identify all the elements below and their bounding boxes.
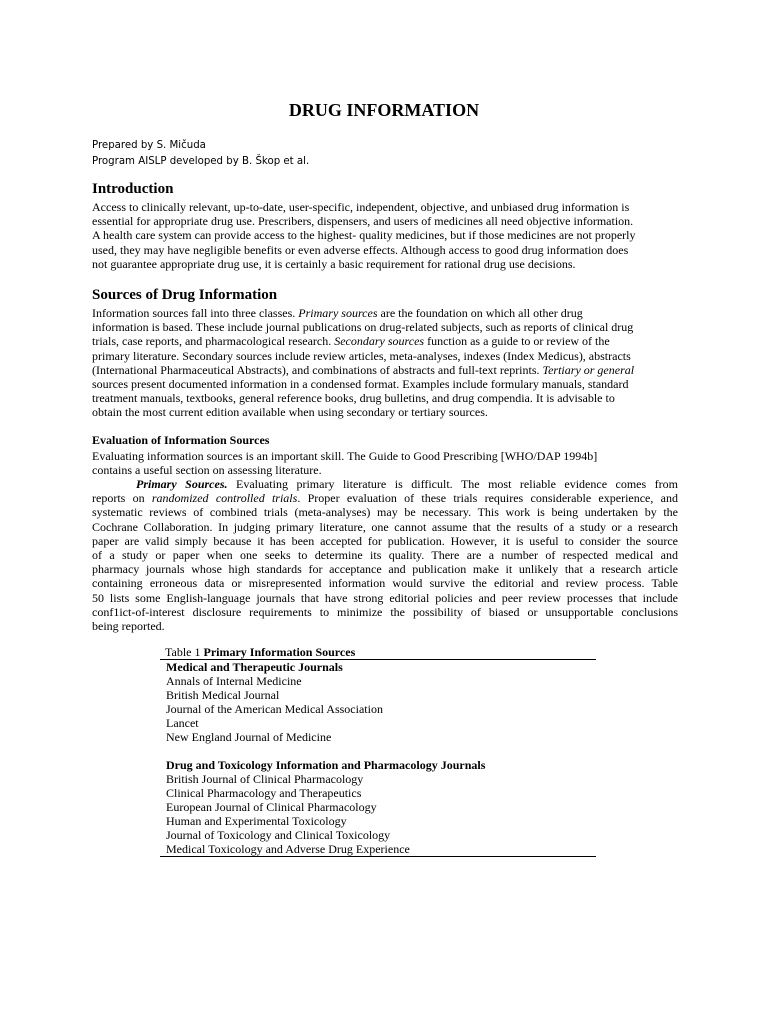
text-line: not guarantee appropriate drug use, it is certainly a basic requirement for rational drug use decisions.	[92, 256, 576, 271]
text-line: 50 lists some English-language journals that have strong editorial policies and peer review processes that include	[92, 590, 678, 605]
table-row: Journal of the American Medical Association	[166, 702, 383, 716]
tertiary-sources-term: Tertiary or general	[542, 362, 635, 377]
text-line: sources present documented information in a condensed format. Examples include formulary manuals, standard	[92, 377, 629, 392]
text-line: Information sources fall into three classes. Primary sources are the foundation on which all other drug	[92, 306, 583, 320]
text-line: containing erroneous data or misrepresented information would survive the editorial and review process. Table	[92, 576, 678, 591]
text-line: Access to clinically relevant, up-to-date, user-specific, independent, objective, and unbiased drug information is	[92, 200, 630, 214]
text-line: (International Pharmaceutical Abstracts), and combinations of abstracts and full-text reprints. Tertiary or general	[92, 362, 635, 377]
text-line: contains a useful section on assessing literature.	[92, 463, 322, 478]
table-row: Annals of Internal Medicine	[166, 674, 302, 688]
table-row: European Journal of Clinical Pharmacology	[166, 800, 377, 814]
sources-paragraph	[92, 306, 678, 420]
evaluation-paragraph-1	[92, 449, 678, 477]
table-row: British Journal of Clinical Pharmacology	[166, 772, 364, 786]
table-row: New England Journal of Medicine	[166, 730, 332, 744]
introduction-paragraph	[92, 200, 678, 271]
primary-sources-table	[160, 645, 596, 857]
text-line: Cochrane Collaboration. In judging primary literature, one cannot assume that the results of a study or a research	[92, 519, 678, 534]
evaluation-heading: Evaluation of Information Sources	[92, 433, 270, 447]
text-line: A health care system can provide access to the highest- quality medicines, but if those medicines are not properly	[92, 228, 636, 243]
text-line: being reported.	[92, 619, 165, 634]
introduction-heading: Introduction	[92, 181, 174, 197]
text-line: primary literature. Secondary sources include review articles, meta-analyses, indexes (Index Medicus), abstracts	[92, 348, 631, 363]
text-line: Evaluating information sources is an important skill. The Guide to Good Prescribing [WHO/DAP 1994b]	[92, 449, 598, 463]
text-line: conf1ict-of-interest disclosure requirements to minimize the possibility of biased or unsupportable conclusions	[92, 604, 678, 619]
text-line: used, they may have negligible benefits or even adverse effects. Although access to good drug information does	[92, 242, 629, 257]
table-group-drug-toxicology	[160, 758, 596, 856]
table-caption: Table 1 Primary Information Sources	[165, 645, 356, 659]
text-line: trials, case reports, and pharmacological research. Secondary sources function as a guide to or review of the	[92, 334, 610, 349]
text-line: Primary Sources. Evaluating primary literature is difficult. The most reliable evidence comes from	[136, 477, 678, 491]
table-group-heading: Drug and Toxicology Information and Pharmacology Journals	[166, 758, 486, 772]
primary-sources-term: Primary sources	[298, 306, 378, 320]
prepared-by: Prepared by S. Mičuda	[92, 140, 206, 151]
program-credit: Program AISLP developed by B. Škop et al.	[92, 156, 310, 167]
table-row: Lancet	[166, 716, 199, 730]
table-row: Human and Experimental Toxicology	[166, 814, 347, 828]
text-line: paper are valid simply because it has been accepted for publication. However, it is useful to consider the source	[92, 533, 678, 548]
text-line: pharmacy journals whose high standards for acceptance and publication make it unlikely that a research article	[92, 562, 678, 577]
table-row: Clinical Pharmacology and Therapeutics	[166, 786, 362, 800]
rct-term: randomized controlled trials	[151, 491, 298, 506]
evaluation-paragraph-2	[92, 477, 678, 633]
text-line: treatment manuals, textbooks, general reference books, drug bulletins, and drug compendia. It is advisable to	[92, 391, 615, 406]
table-spacer	[160, 744, 596, 758]
text-line: essential for appropriate drug use. Prescribers, dispensers, and users of medicines all need objective information.	[92, 214, 634, 229]
primary-sources-lead: Primary Sources.	[136, 477, 228, 491]
sources-heading: Sources of Drug Information	[92, 287, 278, 303]
table-row: Journal of Toxicology and Clinical Toxicology	[166, 828, 391, 842]
text-line: systematic reviews of combined trials (meta-analyses) may be necessary. This work is being undertaken by the	[92, 505, 678, 520]
text-line: of a study or paper when one seeks to determine its quality. There are a number of respected medical and	[92, 548, 678, 563]
table-row: Medical Toxicology and Adverse Drug Experience	[166, 842, 410, 856]
table-group-medical	[160, 660, 596, 744]
text-line: information is based. These include journal publications on drug-related subjects, such as reports of clinical drug	[92, 320, 634, 335]
table-group-heading: Medical and Therapeutic Journals	[166, 660, 343, 674]
table-bottom-rule	[160, 856, 596, 857]
table-row: British Medical Journal	[166, 688, 280, 702]
secondary-sources-term: Secondary sources	[334, 334, 425, 349]
text-line: obtain the most current edition available when using secondary or tertiary sources.	[92, 405, 488, 420]
text-line: reports on randomized controlled trials. Proper evaluation of these trials requires considerable experience, and	[92, 491, 678, 506]
page-title: DRUG INFORMATION	[288, 100, 480, 120]
author-info	[92, 138, 309, 170]
